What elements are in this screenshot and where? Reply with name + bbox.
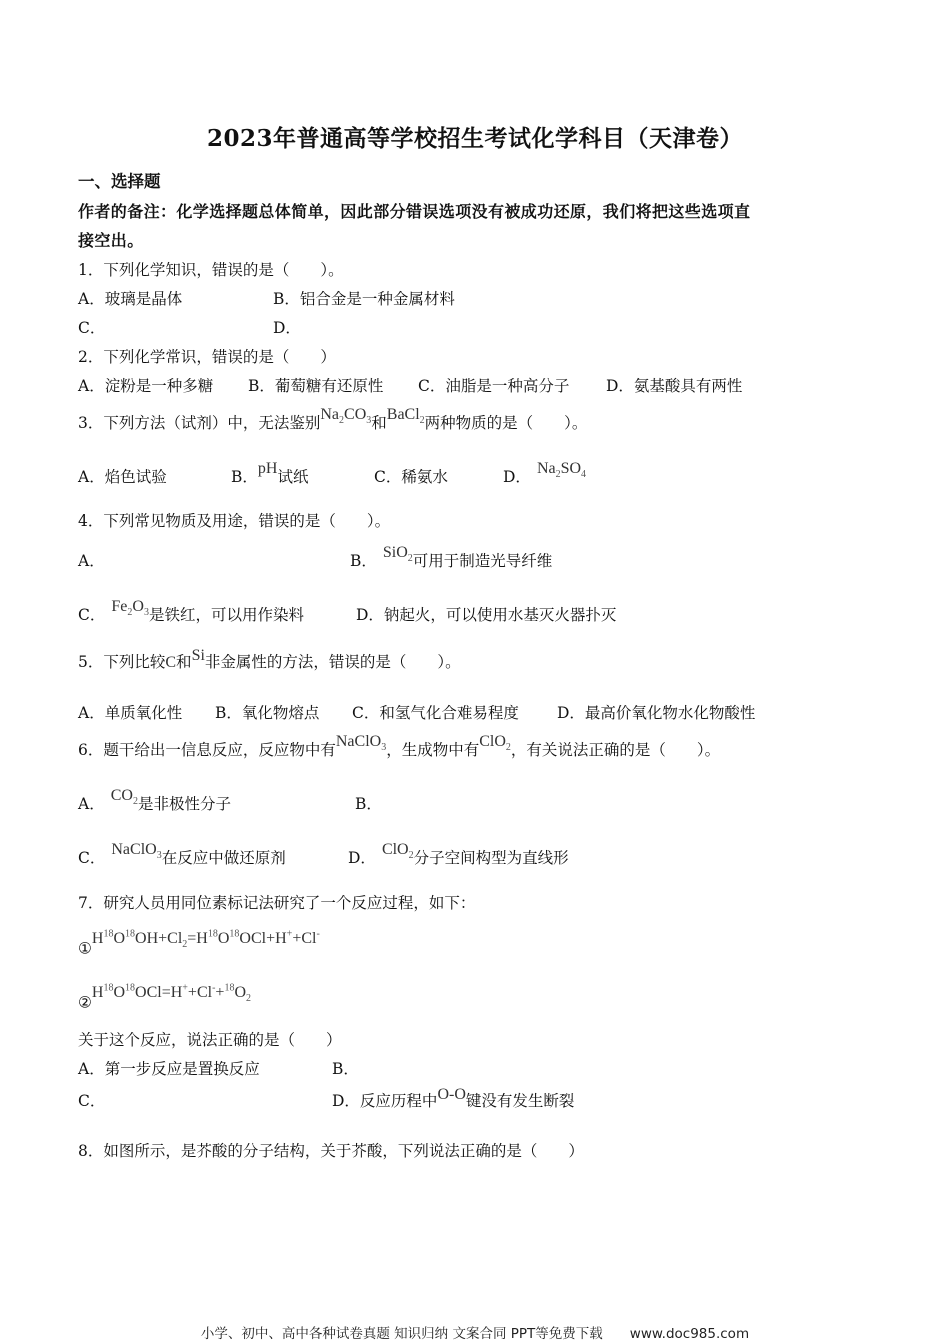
q4-option-b — [350, 544, 553, 578]
q1-option-a: A．玻璃是晶体 — [78, 290, 183, 308]
section-heading: 一、选择题 — [78, 172, 161, 191]
formula-fe2o3: $Fe_2O_3$ — [111, 598, 149, 619]
q6-stem — [78, 733, 721, 767]
q7-option-a: A．第一步反应是置换反应 — [78, 1060, 260, 1078]
q6-option-d — [348, 841, 569, 875]
q5-stem-and: 和 — [176, 653, 192, 671]
q6-option-b: B． — [355, 795, 382, 813]
q4-option-b-text: 可用于制造光导纤维 — [412, 552, 553, 570]
q5-stem-post: 非金属性的方法，错误的是（ ）。 — [204, 653, 461, 671]
q6-option-d-label: D． — [348, 849, 376, 867]
formula-na2so4: $Na_2SO_4$ — [536, 460, 587, 481]
q6-option-a-label: A． — [78, 795, 105, 813]
page-footer: 小学、初中、高中各种试卷真题 知识归纳 文案合同 PPT等免费下载 www.doc985.com — [200, 1326, 750, 1342]
q3-option-b-text: 试纸 — [277, 468, 309, 486]
q7-option-d-label: D．反应历程中 — [332, 1092, 438, 1110]
q7-question: 关于这个反应，说法正确的是（ ） — [78, 1031, 342, 1049]
q3-option-a: A．焰色试验 — [78, 468, 167, 486]
q6-option-c-label: C． — [78, 849, 106, 867]
element-si: Si — [191, 647, 205, 664]
q4-option-c-label: C． — [78, 606, 106, 624]
q5-option-d: D．最高价氧化物水化物酸性 — [557, 704, 756, 722]
q3-stem — [78, 406, 588, 440]
q5-stem — [78, 647, 461, 673]
author-note-line-1: 作者的备注：化学选择题总体简单，因此部分错误选项没有被成功还原，我们将把这些选项直 — [78, 202, 751, 221]
formula-o-o: O-O — [437, 1086, 466, 1103]
formula-na2co3: $Na_2CO_3$ — [320, 406, 372, 427]
q4-option-a: A． — [78, 552, 105, 570]
q6-stem-mid: ，生成物中有 — [386, 741, 480, 759]
formula-clo2: ClO$_2$ — [479, 733, 511, 754]
q6-option-d-text: 分子空间构型为直线形 — [413, 849, 569, 867]
q2-option-d: D．氨基酸具有两性 — [606, 377, 743, 395]
q6-option-c — [78, 841, 286, 875]
q2-option-b: B．葡萄糖有还原性 — [248, 377, 384, 395]
equation-step-2: $H^{18}O^{18}OCl=H^++Cl^-+^{18}O_2$ — [91, 983, 251, 1005]
q7-step-1 — [78, 929, 320, 966]
q7-step-2-marker: ② — [78, 993, 92, 1012]
q5-stem-pre: 5．下列比较 — [78, 653, 166, 671]
q2-stem: 2．下列化学常识，错误的是（ ） — [78, 348, 336, 366]
q6-option-c-text: 在反应中做还原剂 — [161, 849, 286, 867]
formula-clo2-option: ClO$_2$ — [381, 841, 414, 862]
q7-option-b: B． — [332, 1060, 359, 1078]
q3-option-b — [231, 460, 309, 488]
q4-option-c — [78, 598, 304, 632]
q3-option-b-label: B． — [231, 468, 258, 486]
q3-option-d-label: D． — [503, 468, 531, 486]
q5-option-a: A．单质氧化性 — [78, 704, 183, 722]
q1-option-c: C． — [78, 319, 106, 337]
formula-co2: $CO_2$ — [110, 787, 138, 808]
q3-stem-pre: 3．下列方法（试剂）中，无法鉴别 — [78, 414, 321, 432]
page-title: 2023年普通高等学校招生考试化学科目（天津卷） — [206, 125, 743, 152]
element-c: C — [165, 654, 177, 671]
q4-option-c-text: 是铁红，可以用作染料 — [148, 606, 304, 624]
q6-stem-pre: 6．题干给出一信息反应，反应物中有 — [78, 741, 336, 759]
q2-option-c: C．油脂是一种高分子 — [418, 377, 570, 395]
q4-option-d: D．钠起火，可以使用水基灭火器扑灭 — [356, 606, 617, 624]
q1-stem: 1．下列化学知识，错误的是（ ）。 — [78, 261, 344, 279]
formula-naclo3-option: NaClO$_3$ — [111, 841, 162, 862]
q3-option-d — [503, 460, 587, 494]
q7-option-c: C． — [78, 1092, 106, 1110]
q3-option-c: C．稀氨水 — [374, 468, 448, 486]
q3-stem-and: 和 — [371, 414, 387, 432]
q3-stem-post: 两种物质的是（ ）。 — [424, 414, 588, 432]
q7-step-1-marker: ① — [78, 939, 92, 958]
formula-ph: pH — [257, 460, 278, 477]
q2-option-a: A．淀粉是一种多糖 — [78, 377, 214, 395]
q6-stem-post: ，有关说法正确的是（ ）。 — [510, 741, 721, 759]
q1-option-d: D． — [273, 319, 301, 337]
q7-stem: 7．研究人员用同位素标记法研究了一个反应过程，如下： — [78, 894, 476, 912]
q6-option-a-text: 是非极性分子 — [137, 795, 231, 813]
q5-option-c: C．和氢气化合难易程度 — [352, 704, 519, 722]
q7-option-d — [332, 1086, 575, 1112]
formula-bacl2: BaCl$_2$ — [386, 406, 425, 427]
q5-option-b: B．氧化物熔点 — [215, 704, 320, 722]
q7-option-d-text: 键没有发生断裂 — [465, 1092, 575, 1110]
q4-stem: 4．下列常见物质及用途，错误的是（ ）。 — [78, 512, 391, 530]
formula-sio2: SiO$_2$ — [382, 544, 413, 565]
formula-naclo3: NaClO$_3$ — [335, 733, 387, 754]
q7-step-2 — [78, 983, 251, 1020]
q1-option-b: B．铝合金是一种金属材料 — [273, 290, 455, 308]
q6-option-a — [78, 787, 231, 821]
q8-stem: 8．如图所示，是芥酸的分子结构，关于芥酸，下列说法正确的是（ ） — [78, 1142, 584, 1160]
q4-option-b-label: B． — [350, 552, 377, 570]
author-note-line-2: 接空出。 — [78, 231, 144, 250]
equation-step-1: $H^{18}O^{18}OH+Cl_2=H^{18}O^{18}OCl+H^++Cl^-$ — [91, 929, 320, 951]
